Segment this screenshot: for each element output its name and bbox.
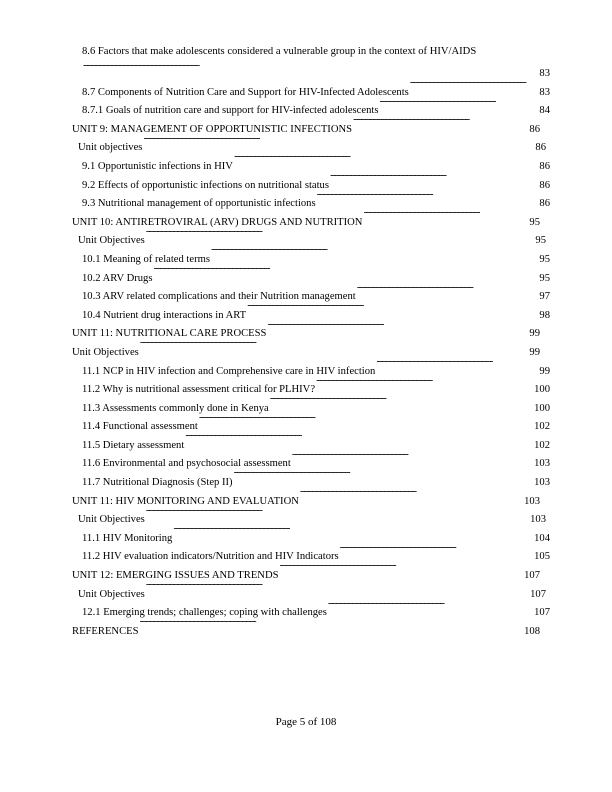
dot-leader — [199, 411, 533, 430]
toc-entry-label: 11.1 HIV Monitoring — [82, 532, 173, 544]
toc-entry-label: 11.3 Assessments commonly done in Kenya — [82, 402, 269, 414]
toc-entry-page: 107 — [530, 588, 546, 600]
toc-entry-label: 11.6 Environmental and psychosocial assessment — [82, 458, 291, 470]
toc-entry-label: 9.1 Opportunistic infections in HIV — [82, 160, 233, 172]
toc-entry-label: 9.2 Effects of opportunistic infections on nutritional status — [82, 179, 329, 191]
toc-entry-page: 86 — [529, 123, 540, 135]
dot-leader — [173, 522, 533, 541]
toc-entry-label: UNIT 9: MANAGEMENT OF OPPORTUNISTIC INFECTIONS — [72, 123, 353, 135]
toc-entry-page: 103 — [524, 495, 540, 507]
toc-entry-label: Unit Objectives — [78, 514, 145, 526]
toc-entry-label: 8.7.1 Goals of nutrition care and support for HIV-infected adolescents — [82, 105, 379, 117]
toc-entry-page: 84 — [539, 105, 550, 117]
toc-entry-page: 86 — [539, 160, 550, 172]
toc-entry-label: 11.7 Nutritional Diagnosis (Step II) — [82, 477, 233, 489]
dot-leader — [379, 95, 538, 114]
toc-entry-label: 8.6 Factors that make adolescents considered a vulnerable group in the context of HIV/AIDS — [82, 46, 477, 57]
dot-leader — [376, 355, 538, 374]
toc-entry-page: 83 — [539, 68, 550, 79]
dot-leader — [234, 150, 538, 169]
toc-entry-page: 99 — [529, 328, 540, 340]
toc-entry-label: 9.3 Nutritional management of opportunistic infections — [82, 198, 316, 210]
toc-entry[interactable] — [72, 336, 540, 358]
dot-leader — [316, 374, 533, 393]
toc-entry-page: 107 — [534, 607, 550, 619]
dot-leader — [234, 466, 534, 485]
toc-entry-label: UNIT 11: NUTRITIONAL CARE PROCESS — [72, 328, 267, 340]
toc-entry-page: 100 — [534, 384, 550, 396]
toc-entry-label: REFERENCES — [72, 625, 139, 637]
toc-entry-page: 99 — [539, 365, 550, 377]
dot-leader — [292, 448, 533, 467]
toc-entry-page: 95 — [535, 235, 546, 247]
toc-entry-label: Unit Objectives — [72, 346, 139, 358]
toc-entry-page: 95 — [539, 272, 550, 284]
toc-entry-label: 11.4 Functional assessment — [82, 421, 198, 433]
dot-leader — [267, 318, 528, 337]
toc-entry-page: 108 — [524, 625, 540, 637]
toc-entry-label: 11.5 Dietary assessment — [82, 439, 185, 451]
toc-entry-label: 10.4 Nutrient drug interactions in ART — [82, 309, 247, 321]
toc-entry[interactable] — [72, 132, 546, 154]
dot-leader — [353, 113, 528, 132]
toc-entry-label: 10.2 ARV Drugs — [82, 272, 153, 284]
dot-leader — [363, 206, 528, 225]
toc-entry-label: Unit Objectives — [78, 235, 145, 247]
toc-entry[interactable] — [72, 44, 550, 79]
page-footer — [0, 716, 612, 728]
toc-entry-label: 12.1 Emerging trends; challenges; coping with challenges — [82, 607, 327, 619]
dot-leader — [330, 169, 538, 188]
toc-entry-page: 97 — [539, 291, 550, 303]
toc-entry-label: 10.3 ARV related complications and their Nutrition management — [82, 291, 356, 303]
page-number: Page 5 of 108 — [275, 716, 337, 728]
dot-leader — [280, 559, 524, 578]
toc-entry-page: 105 — [534, 551, 550, 563]
dot-leader — [247, 299, 538, 318]
toc-entry-page: 103 — [534, 477, 550, 489]
toc-entry-label: Unit objectives — [78, 142, 143, 154]
toc-entry-label: 11.2 HIV evaluation indicators/Nutrition and HIV Indicators — [82, 551, 339, 563]
toc-entry-page: 95 — [539, 253, 550, 265]
toc-entry-page: 98 — [539, 309, 550, 321]
toc-entry-page: 83 — [539, 86, 550, 98]
dot-leader — [146, 578, 529, 597]
dot-leader — [146, 504, 529, 523]
dot-leader — [270, 392, 533, 411]
dot-leader — [340, 541, 533, 560]
dot-leader — [143, 132, 534, 151]
toc-entry-label: 10.1 Meaning of related terms — [82, 253, 210, 265]
toc-entry-page: 99 — [529, 346, 540, 358]
toc-entry-page: 95 — [529, 216, 540, 228]
dot-leader — [410, 76, 539, 95]
table-of-contents — [72, 44, 550, 637]
toc-entry-page: 86 — [539, 198, 550, 210]
dot-leader — [146, 225, 535, 244]
dot-leader — [153, 262, 538, 281]
toc-entry[interactable] — [72, 76, 550, 98]
toc-entry-label: 11.1 NCP in HIV infection and Comprehensive care in HIV infection — [82, 365, 376, 377]
toc-entry[interactable] — [72, 615, 540, 637]
toc-list — [72, 76, 550, 637]
toc-entry-label: UNIT 10: ANTIRETROVIRAL (ARV) DRUGS AND NUTRITION — [72, 216, 363, 228]
toc-entry-label: 8.7 Components of Nutrition Care and Support for HIV-Infected Adolescents — [82, 86, 409, 98]
dot-leader — [185, 429, 533, 448]
toc-entry-page: 103 — [530, 514, 546, 526]
toc-entry-page: 102 — [534, 439, 550, 451]
dot-leader — [328, 597, 533, 616]
toc-entry-label: UNIT 11: HIV MONITORING AND EVALUATION — [72, 495, 299, 507]
dot-leader — [317, 188, 539, 207]
toc-entry-label: 11.2 Why is nutritional assessment critical for PLHIV? — [82, 384, 316, 396]
dot-leader — [83, 60, 538, 76]
dot-leader — [140, 615, 524, 634]
dot-leader — [300, 485, 523, 504]
toc-entry-page: 86 — [535, 142, 546, 154]
dot-leader — [140, 336, 529, 355]
toc-entry[interactable] — [72, 355, 550, 377]
toc-entry-label: Unit Objectives — [78, 588, 145, 600]
toc-entry-label: UNIT 12: EMERGING ISSUES AND TRENDS — [72, 570, 279, 582]
toc-entry-page: 103 — [534, 458, 550, 470]
toc-entry-page: 104 — [534, 532, 550, 544]
dot-leader — [357, 281, 539, 300]
toc-entry-page: 107 — [524, 570, 540, 582]
toc-entry-page: 102 — [534, 421, 550, 433]
toc-entry[interactable] — [72, 150, 550, 172]
dot-leader — [211, 243, 538, 262]
toc-entry-page: 100 — [534, 402, 550, 414]
toc-entry-page: 86 — [539, 179, 550, 191]
